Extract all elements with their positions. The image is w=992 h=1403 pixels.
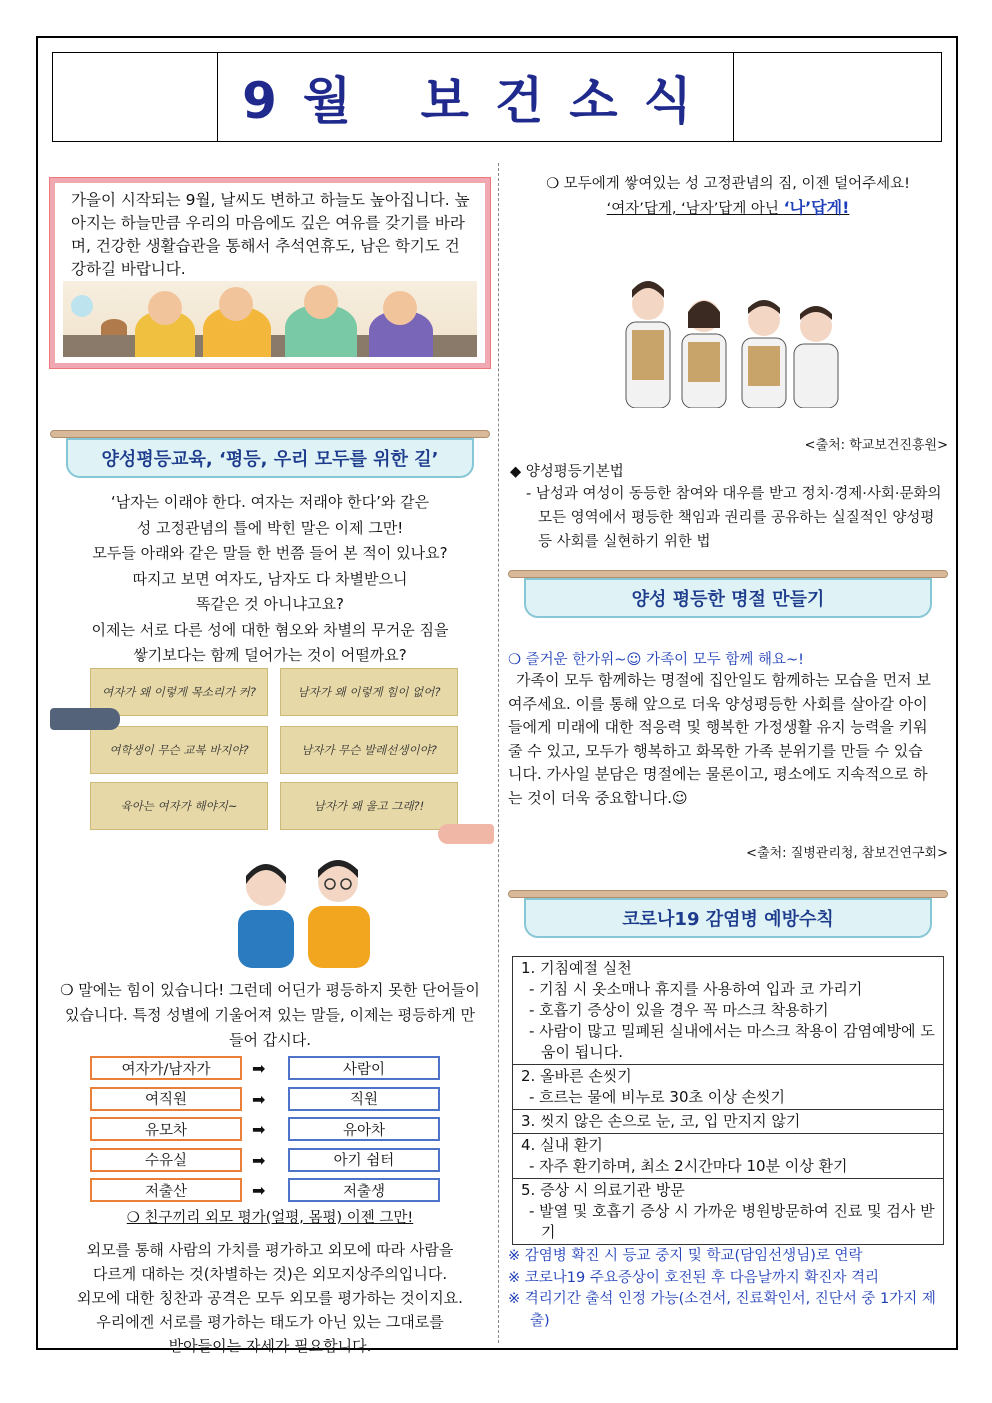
holiday-banner xyxy=(508,570,948,620)
rule-item: - 호흡기 증상이 있을 경우 꼭 마스크 착용하기 xyxy=(529,1001,829,1019)
rule-heading: 2. 올바른 손씻기 xyxy=(521,1067,632,1085)
newsletter-page xyxy=(36,36,958,1355)
students-illustration xyxy=(608,268,848,408)
stereotype-notes xyxy=(90,668,490,836)
note-card: 남자가 무슨 발레선생이야? xyxy=(280,726,458,774)
rule-item: - 사람이 많고 밀폐된 실내에서는 마스크 착용이 감염예방에 도움이 됩니다. xyxy=(529,1022,935,1061)
intro-box xyxy=(50,178,490,368)
word-replacements xyxy=(90,1056,450,1209)
rule-item: - 흐르는 물에 비누로 30초 이상 손씻기 xyxy=(529,1088,785,1106)
rule-item: - 자주 환기하며, 최소 2시간마다 10분 이상 환기 xyxy=(529,1157,848,1175)
column-divider xyxy=(498,163,499,1343)
note-card: 육아는 여자가 해야지~ xyxy=(90,782,268,830)
rule-section xyxy=(513,1064,943,1109)
note-card: 남자가 왜 이렇게 힘이 없어? xyxy=(280,668,458,716)
text-line xyxy=(508,196,948,221)
word-row xyxy=(90,1117,450,1148)
words-intro: ❍ 말에는 힘이 있습니다! 그런데 어딘가 평등하지 못한 단어들이 있습니다. 특정 성별에 기울어져 있는 말들, 이제는 평등하게 만들어 갑시다. xyxy=(60,981,480,1049)
rule-heading: 5. 증상 시 의료기관 방문 xyxy=(521,1181,685,1199)
note-card: 여자가 왜 이렇게 목소리가 커? xyxy=(90,668,268,716)
word-row xyxy=(90,1148,450,1179)
word-row xyxy=(90,1087,450,1118)
text-line: 모두들 아래와 같은 말들 한 번쯤 들어 본 적이 있나요? xyxy=(92,544,448,562)
pointing-hand-icon xyxy=(438,824,494,844)
covid-banner xyxy=(508,890,948,940)
note-line: ※ 격리기간 출석 인정 가능(소견서, 진료확인서, 진단서 중 1가지 제출) xyxy=(508,1291,936,1329)
rule-item: - 기침 시 옷소매나 휴지를 사용하여 입과 코 가리기 xyxy=(529,980,863,998)
text-line: 외모를 통해 사람의 가치를 평가하고 외모에 따라 사람을 xyxy=(86,1241,454,1259)
covid-notes xyxy=(508,1246,948,1332)
arrow-right-icon: ➡ xyxy=(252,1059,266,1078)
thinking-people-illustration xyxy=(210,848,390,968)
note-card: 여학생이 무슨 교복 바지야? xyxy=(90,726,268,774)
holiday-text: 가족이 모두 함께하는 명절에 집안일도 함께하는 모습을 먼저 보여주세요. 이를 통해 앞으로 더욱 양성평등한 사회를 살아갈 아이들에게 미래에 대한 적응력 및 행복한 가정생활 유지 능력을 키워줄 수 있고, 모두가 행복하고 화목한 가족 분위기를 만들 수 있습니다. 가사일 분담은 명절에는 물론이고, 평소에도 지속적으로 하는 것이 더욱 중요합니다.☺ xyxy=(508,671,931,807)
law-text: - 남성과 여성이 동등한 참여와 대우를 받고 정치·경제·사회·문화의 모든 영역에서 평등한 책임과 권리를 공유하는 실질적인 양성평등 사회를 실현하기 위한 법 xyxy=(526,486,942,550)
rule-heading: 4. 실내 환기 xyxy=(521,1136,603,1154)
highlight-text: ‘나’답게! xyxy=(783,198,850,217)
note-card: 남자가 왜 울고 그래?! xyxy=(280,782,458,830)
covid-rules-table xyxy=(512,956,944,1245)
text-line: 따지고 보면 여자도, 남자도 다 차별받으니 xyxy=(132,569,408,588)
rule-section xyxy=(513,1178,943,1244)
rule-heading: 1. 기침예절 실천 xyxy=(521,959,632,977)
arrow-right-icon: ➡ xyxy=(252,1089,266,1109)
banner-title: 양성 평등한 명절 만들기 xyxy=(524,578,932,618)
pointing-hand-icon xyxy=(50,708,120,730)
old-word: 유모차 xyxy=(90,1117,242,1141)
text-line: 이제는 서로 다른 성에 대한 혐오와 차별의 무거운 짐을 xyxy=(91,620,449,639)
rule-section xyxy=(513,1133,943,1178)
old-word: 수유실 xyxy=(90,1148,242,1172)
banner-title: 코로나19 감염병 예방수칙 xyxy=(524,898,932,938)
arrow-right-icon: ➡ xyxy=(252,1150,266,1170)
text-line: 다르게 대하는 것(차별하는 것)은 외모지상주의입니다. xyxy=(92,1265,448,1283)
text-line: 받아들이는 자세가 필요합니다. xyxy=(168,1337,372,1355)
text-line: ‘남자는 이래야 한다. 여자는 저래야 한다’와 같은 xyxy=(110,493,430,511)
old-word: 저출산 xyxy=(90,1178,242,1202)
text-line: ❍ 모두에게 쌓여있는 성 고정관념의 짐, 이젠 덜어주세요! xyxy=(546,176,910,192)
source-note: <출처: 질병관리청, 참보건연구회> xyxy=(746,846,948,861)
page-title: 9월 보건소식 xyxy=(242,72,718,130)
arrow-right-icon: ➡ xyxy=(252,1120,266,1139)
new-word: 직원 xyxy=(288,1087,440,1111)
holiday-title: ❍ 즐거운 한가위~☺ 가족이 모두 함께 해요~! xyxy=(508,652,804,668)
title-box xyxy=(52,52,942,142)
appearance-text xyxy=(50,1238,490,1358)
rule-heading: 3. 씻지 않은 손으로 눈, 코, 입 만지지 않기 xyxy=(521,1112,801,1130)
rule-item: - 발열 및 호흡기 증상 시 가까운 병원방문하여 진료 및 검사 받기 xyxy=(529,1202,935,1241)
chuseok-illustration xyxy=(63,281,477,357)
new-word: 저출생 xyxy=(288,1178,440,1202)
appearance-title: ❍ 친구끼리 외모 평가(얼평, 몸평) 이젠 그만! xyxy=(126,1210,414,1226)
word-row xyxy=(90,1056,450,1087)
rule-section xyxy=(513,957,943,1064)
gender-edu-banner xyxy=(50,430,490,480)
new-word: 사람이 xyxy=(288,1056,440,1080)
text-line: 외모에 대한 칭찬과 공격은 모두 외모를 평가하는 것이지요. xyxy=(77,1289,463,1307)
new-word: 아기 쉼터 xyxy=(288,1148,440,1172)
gender-edu-text xyxy=(50,490,490,669)
note-line: ※ 코로나19 주요증상이 호전된 후 다음날까지 확진자 격리 xyxy=(508,1269,880,1286)
source-note: <출처: 학교보건진흥원> xyxy=(804,438,948,453)
law-title: ◆ 양성평등기본법 xyxy=(510,464,624,480)
text-line: 성 고정관념의 틀에 박힌 말은 이제 그만! xyxy=(136,518,404,537)
note-line: ※ 감염병 확진 시 등교 중지 및 학교(담임선생님)로 연락 xyxy=(508,1248,863,1264)
text-line: 똑같은 것 아니냐고요? xyxy=(196,595,344,613)
text-line: 쌓기보다는 함께 덜어가는 것이 어떨까요? xyxy=(133,646,407,664)
banner-title: 양성평등교육, ‘평등, 우리 모두를 위한 길’ xyxy=(66,438,474,478)
new-word: 유아차 xyxy=(288,1117,440,1141)
old-word: 여자가/남자가 xyxy=(90,1056,242,1080)
text-line: 우리에겐 서로를 평가하는 태도가 아닌 있는 그대로를 xyxy=(96,1313,444,1331)
old-word: 여직원 xyxy=(90,1087,242,1111)
word-row xyxy=(90,1178,450,1209)
text-part: ‘여자’답게, ‘남자’답게 아닌 xyxy=(606,201,784,217)
arrow-right-icon: ➡ xyxy=(252,1181,266,1200)
stereotype-message xyxy=(508,172,948,221)
rule-section xyxy=(513,1109,943,1133)
intro-text: 가을이 시작되는 9월, 날씨도 변하고 하늘도 높아집니다. 높아지는 하늘만큼 우리의 마음에도 깊은 여유를 갖기를 바라며, 건강한 생활습관을 통해서 추석연휴도, 남은 학기도 건강하길 바랍니다. xyxy=(71,191,470,278)
